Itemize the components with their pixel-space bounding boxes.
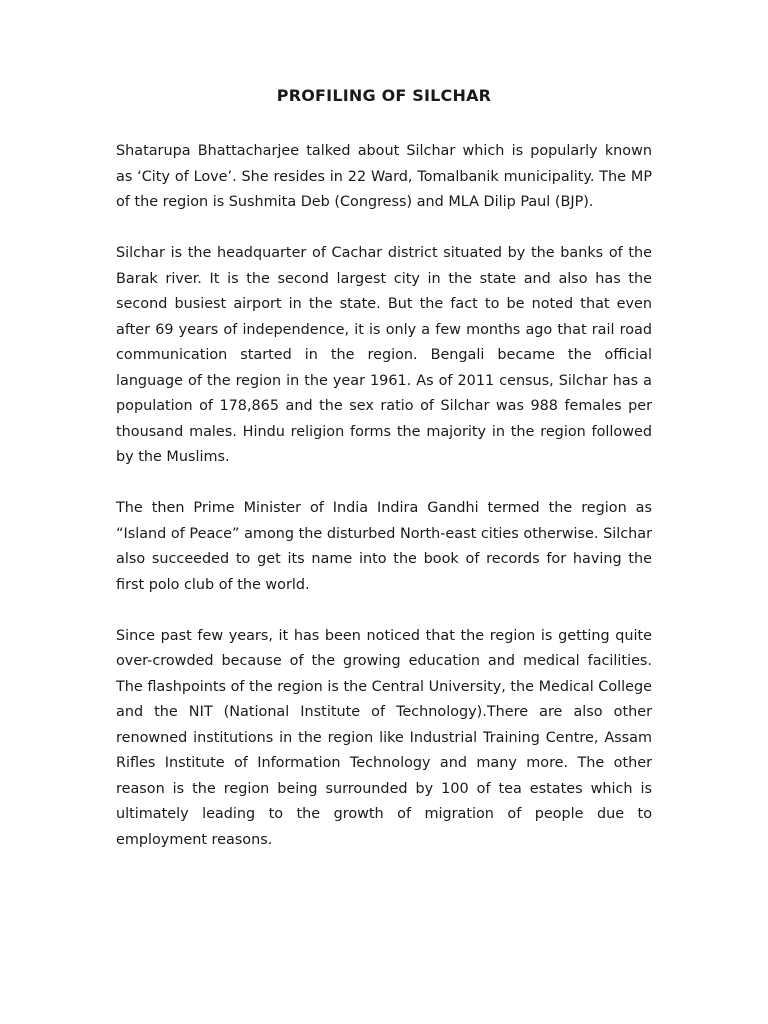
document-body bbox=[116, 139, 652, 879]
paragraph-growth: Since past few years, it has been noticed that the region is getting quite over-crowded because of the growing education and medical facilities. The flashpoints of the region is the Central University, the Medical College and the NIT (National Institute of Technology).There are also other renowned institutions in the region like Industrial Training Centre, Assam Rifles Institute of Information Technology and many more. The other reason is the region being surrounded by 100 of tea estates which is ultimately leading to the growth of migration of people due to employment reasons. bbox=[116, 627, 652, 848]
paragraph-history: The then Prime Minister of India Indira Gandhi termed the region as “Island of Peace” among the disturbed North-east cities otherwise. Silchar also succeeded to get its name into the book of records for having the first polo club of the world. bbox=[116, 500, 652, 593]
paragraph-intro: Shatarupa Bhattacharjee talked about Silchar which is popularly known as ‘City of Love’. She resides in 22 Ward, Tomalbanik municipality. The MP of the region is Sushmita Deb (Congress) and MLA Dilip Paul (BJP). bbox=[116, 143, 652, 210]
paragraph-geography: Silchar is the headquarter of Cachar district situated by the banks of the Barak river. It is the second largest city in the state and also has the second busiest airport in the state. But the fact to be noted that even after 69 years of independence, it is only a few months ago that rail road communication started in the region. Bengali became the official language of the region in the year 1961. As of 2011 census, Silchar has a population of 178,865 and the sex ratio of Silchar was 988 females per thousand males. Hindu religion forms the majority in the region followed by the Muslims. bbox=[116, 245, 652, 465]
document-title: PROFILING OF SILCHAR bbox=[276, 86, 492, 105]
